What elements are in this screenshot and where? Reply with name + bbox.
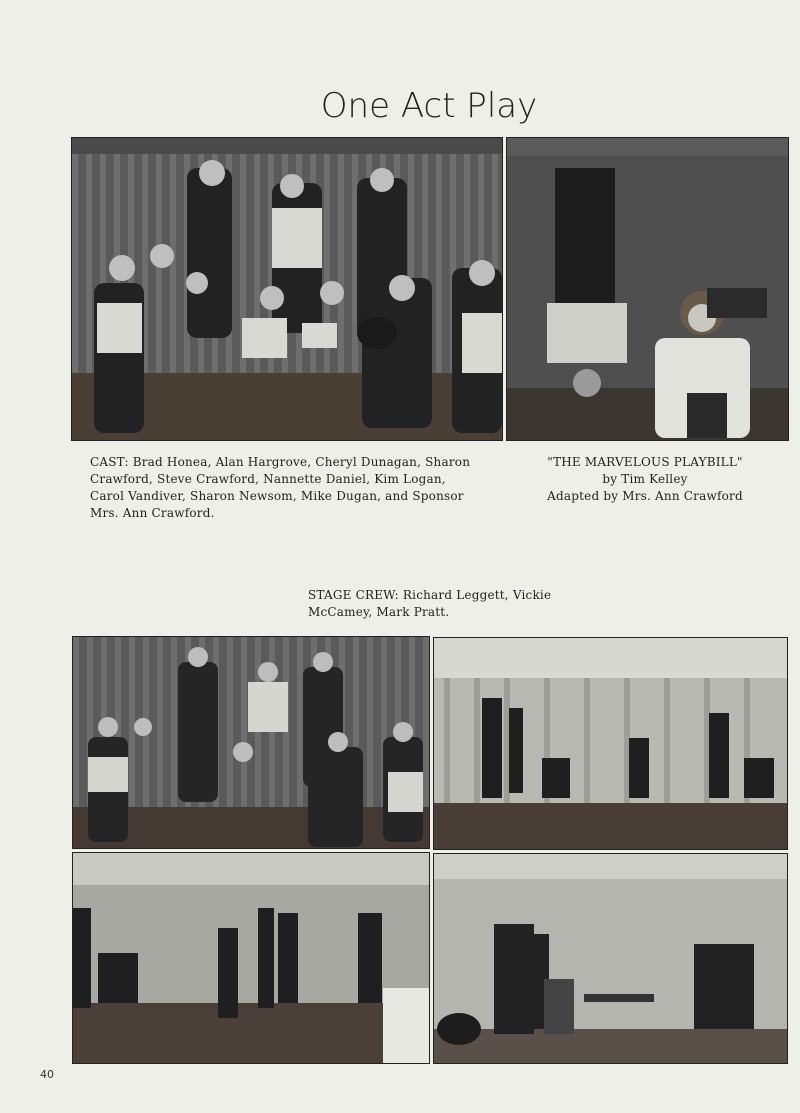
playbill-adapter: Adapted by Mrs. Ann Crawford <box>547 489 743 503</box>
stage-chase-photo <box>433 853 788 1064</box>
cast-caption-line: Mrs. Ann Crawford. <box>90 506 215 520</box>
stage-crew-line: STAGE CREW: Richard Leggett, Vickie <box>308 588 552 602</box>
playbill-author: by Tim Kelley <box>602 472 688 486</box>
page-number: 40 <box>40 1068 54 1081</box>
playbill-title: "THE MARVELOUS PLAYBILL" <box>547 455 743 469</box>
cast-rehearsal-photo <box>72 636 430 849</box>
cast-caption-line: Carol Vandiver, Sharon Newsom, Mike Dugan, and Sponsor <box>90 489 464 503</box>
headstand-photo <box>506 137 789 441</box>
cast-caption-line: Crawford, Steve Crawford, Nannette Daniel, Kim Logan, <box>90 472 446 486</box>
stage-crew-caption <box>308 587 588 621</box>
page-title: One Act Play <box>320 86 538 126</box>
playbill-caption <box>530 454 760 505</box>
stage-wide-photo <box>433 637 788 850</box>
stage-crew-line: McCamey, Mark Pratt. <box>308 605 450 619</box>
cast-caption <box>90 454 490 522</box>
cast-caption-line: CAST: Brad Honea, Alan Hargrove, Cheryl Dunagan, Sharon <box>90 455 471 469</box>
stage-scene-photo <box>72 852 430 1064</box>
cast-group-photo <box>71 137 503 441</box>
